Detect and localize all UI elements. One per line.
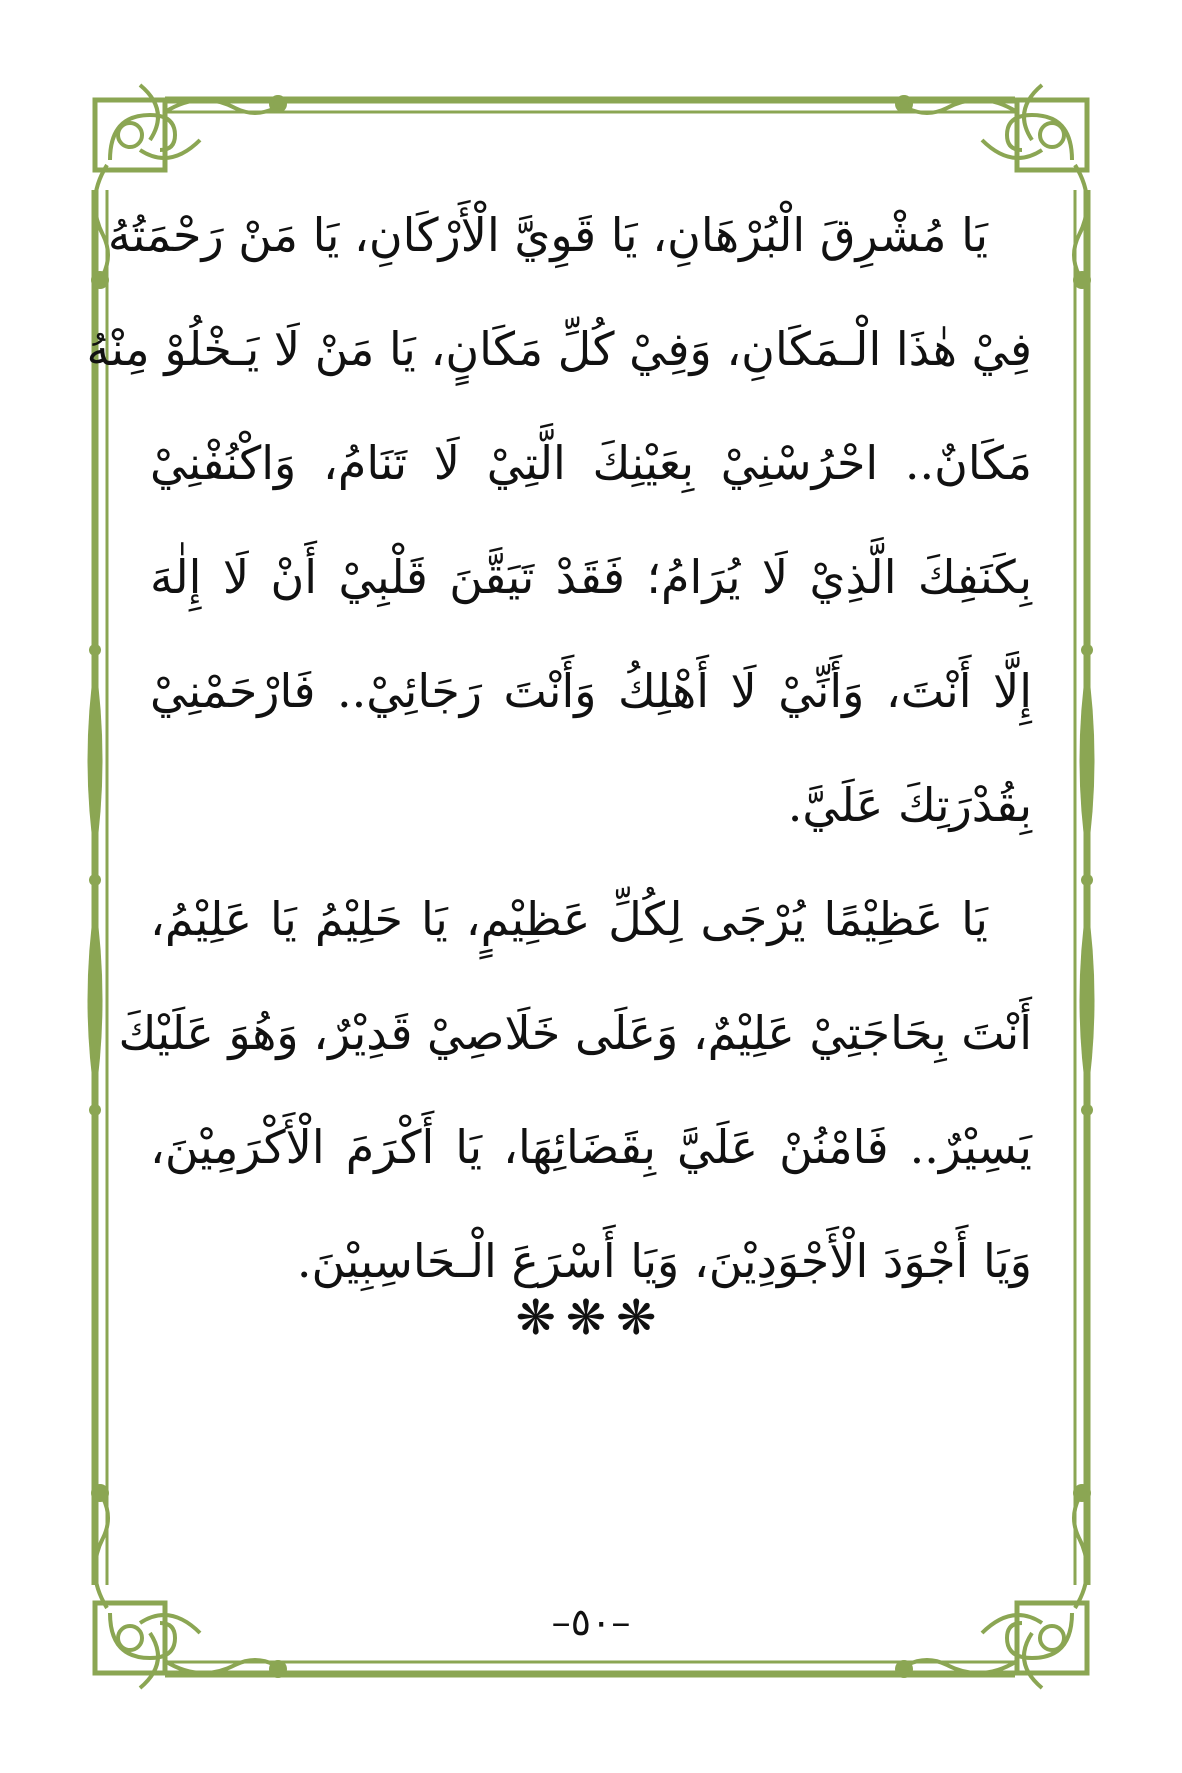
corner-ornament-bottom-right (897, 1486, 1089, 1688)
text-line: يَا مُشْرِقَ الْبُرْهَانِ، يَا قَوِيَّ الْأَرْكَانِ، يَا مَنْ رَحْمَتُهُ (107, 208, 988, 262)
text-line: وَيَا أَجْوَدَ الْأَجْوَدِيْنَ، وَيَا أَسْرَعَ الْـحَاسِبِيْنَ. (296, 1234, 1032, 1288)
body-text (86, 178, 1032, 1318)
text-line: بِقُدْرَتِكَ عَلَيَّ. (787, 778, 1032, 832)
section-separator: ❋❋❋ (515, 1290, 667, 1346)
text-line: مَكَانٌ.. احْرُسْنِيْ بِعَيْنِكَ الَّتِيْ لَا تَنَامُ، وَاكْنُفْنِيْ (150, 436, 1032, 490)
paragraph-1 (86, 178, 1032, 862)
text-line: بِكَنَفِكَ الَّذِيْ لَا يُرَامُ؛ فَقَدْ تَيَقَّنَ قَلْبِيْ أَنْ لَا إِلٰهَ (150, 550, 1032, 604)
page-number: –٥٠– (551, 1600, 631, 1644)
text-line: أَنْتَ بِحَاجَتِيْ عَلِيْمٌ، وَعَلَى خَلَاصِيْ قَدِيْرٌ، وَهُوَ عَلَيْكَ (118, 1006, 1032, 1060)
text-line: فِيْ هٰذَا الْـمَكَانِ، وَفِيْ كُلِّ مَكَانٍ، يَا مَنْ لَا يَـخْلُوْ مِنْهُ (86, 322, 1032, 376)
paragraph-2 (118, 862, 1032, 1318)
text-line: يَسِيْرٌ.. فَامْنُنْ عَلَيَّ بِقَضَائِهَا، يَا أَكْرَمَ الْأَكْرَمِيْنَ، (150, 1120, 1032, 1174)
text-line: إِلَّا أَنْتَ، وَأَنِّيْ لَا أَهْلِكُ وَأَنْتَ رَجَائِيْ.. فَارْحَمْنِيْ (150, 664, 1032, 718)
corner-ornament-bottom-left (93, 1486, 285, 1688)
text-line: يَا عَظِيْمًا يُرْجَى لِكُلِّ عَظِيْمٍ، يَا حَلِيْمُ يَا عَلِيْمُ، (150, 892, 988, 946)
